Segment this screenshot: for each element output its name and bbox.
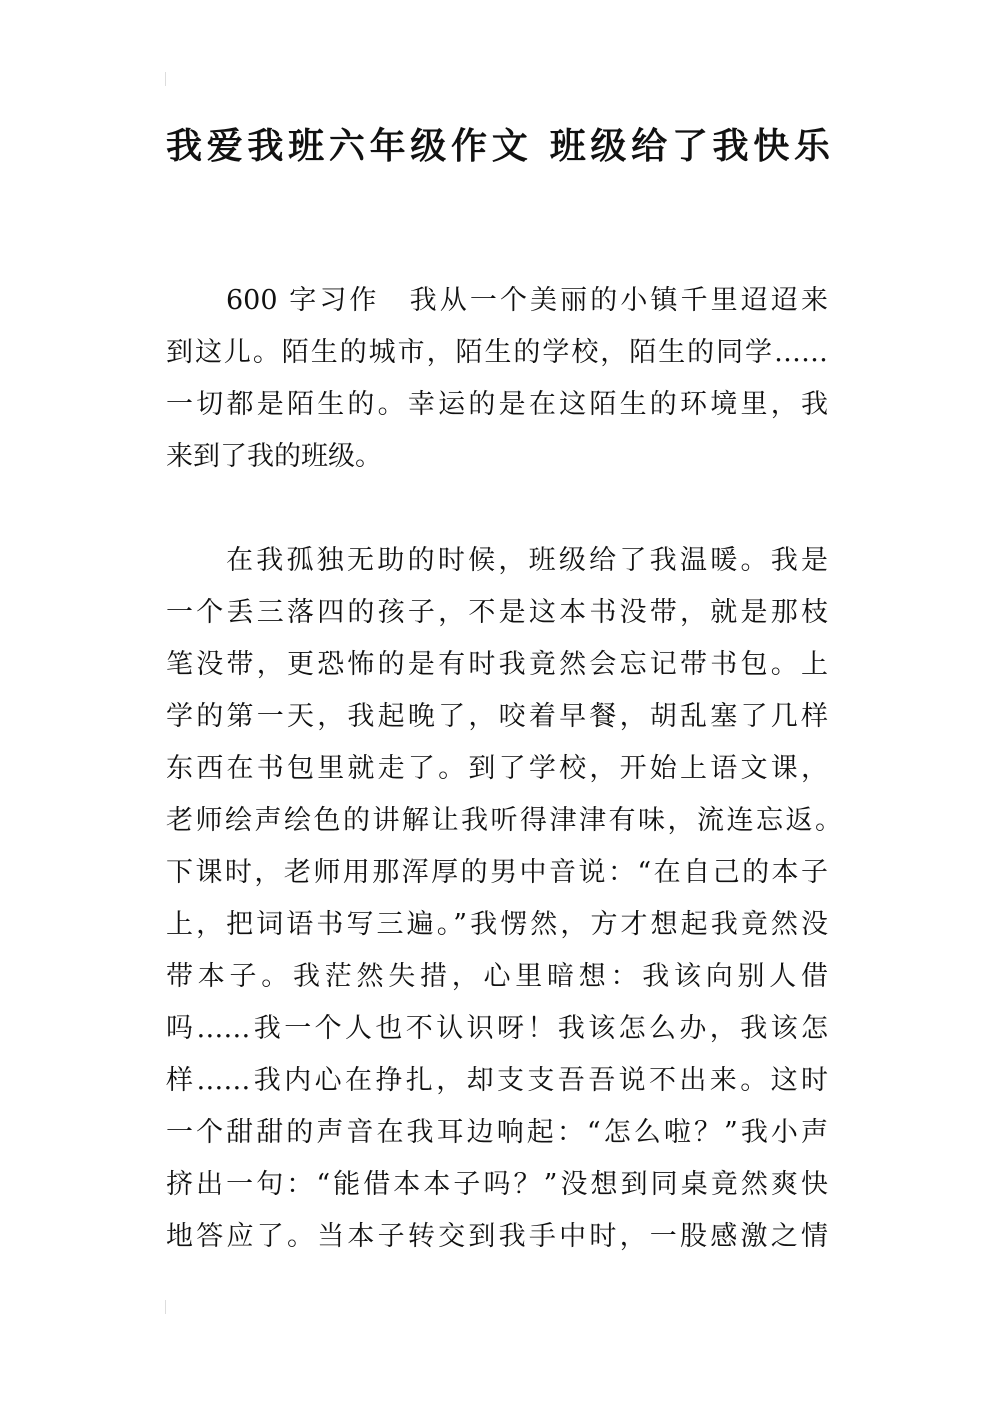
- document-title: 我爱我班六年级作文 班级给了我快乐: [166, 126, 830, 167]
- paragraph-1: [166, 275, 828, 483]
- text-line: 在我孤独无助的时候，班级给了我温暖。我是: [226, 545, 828, 576]
- text-line: 地答应了。当本子转交到我手中时，一股感激之情: [166, 1221, 828, 1252]
- text-line: 一个甜甜的声音在我耳边响起：“怎么啦？”我小声: [166, 1117, 828, 1148]
- page-corner-mark-top: [165, 72, 166, 86]
- text-line: 600 字习作 我从一个美丽的小镇千里迢迢来: [226, 285, 828, 316]
- paragraph-2: [166, 535, 842, 1263]
- text-line: 吗……我一个人也不认识呀！我该怎么办，我该怎: [166, 1013, 828, 1044]
- text-line: 上，把词语书写三遍。”我愣然，方才想起我竟然没: [166, 909, 828, 940]
- text-line: 下课时，老师用那浑厚的男中音说：“在自己的本子: [166, 857, 828, 888]
- text-line: 一个丢三落四的孩子，不是这本书没带，就是那枝: [166, 597, 828, 628]
- text-line: 挤出一句：“能借本本子吗？”没想到同桌竟然爽快: [166, 1169, 828, 1200]
- text-line: 一切都是陌生的。幸运的是在这陌生的环境里，我: [166, 389, 828, 420]
- page-corner-mark-bottom: [165, 1300, 166, 1314]
- text-line: 学的第一天，我起晚了，咬着早餐，胡乱塞了几样: [166, 701, 828, 732]
- text-line: 笔没带，更恐怖的是有时我竟然会忘记带书包。上: [166, 649, 828, 680]
- text-line: 老师绘声绘色的讲解让我听得津津有味，流连忘返。: [166, 805, 842, 836]
- text-line: 来到了我的班级。: [166, 441, 382, 472]
- text-line: 样……我内心在挣扎，却支支吾吾说不出来。这时: [166, 1065, 828, 1096]
- text-line: 东西在书包里就走了。到了学校，开始上语文课，: [166, 753, 828, 784]
- text-line: 到这儿。陌生的城市，陌生的学校，陌生的同学……: [166, 337, 828, 368]
- text-line: 带本子。我茫然失措，心里暗想：我该向别人借: [166, 961, 828, 992]
